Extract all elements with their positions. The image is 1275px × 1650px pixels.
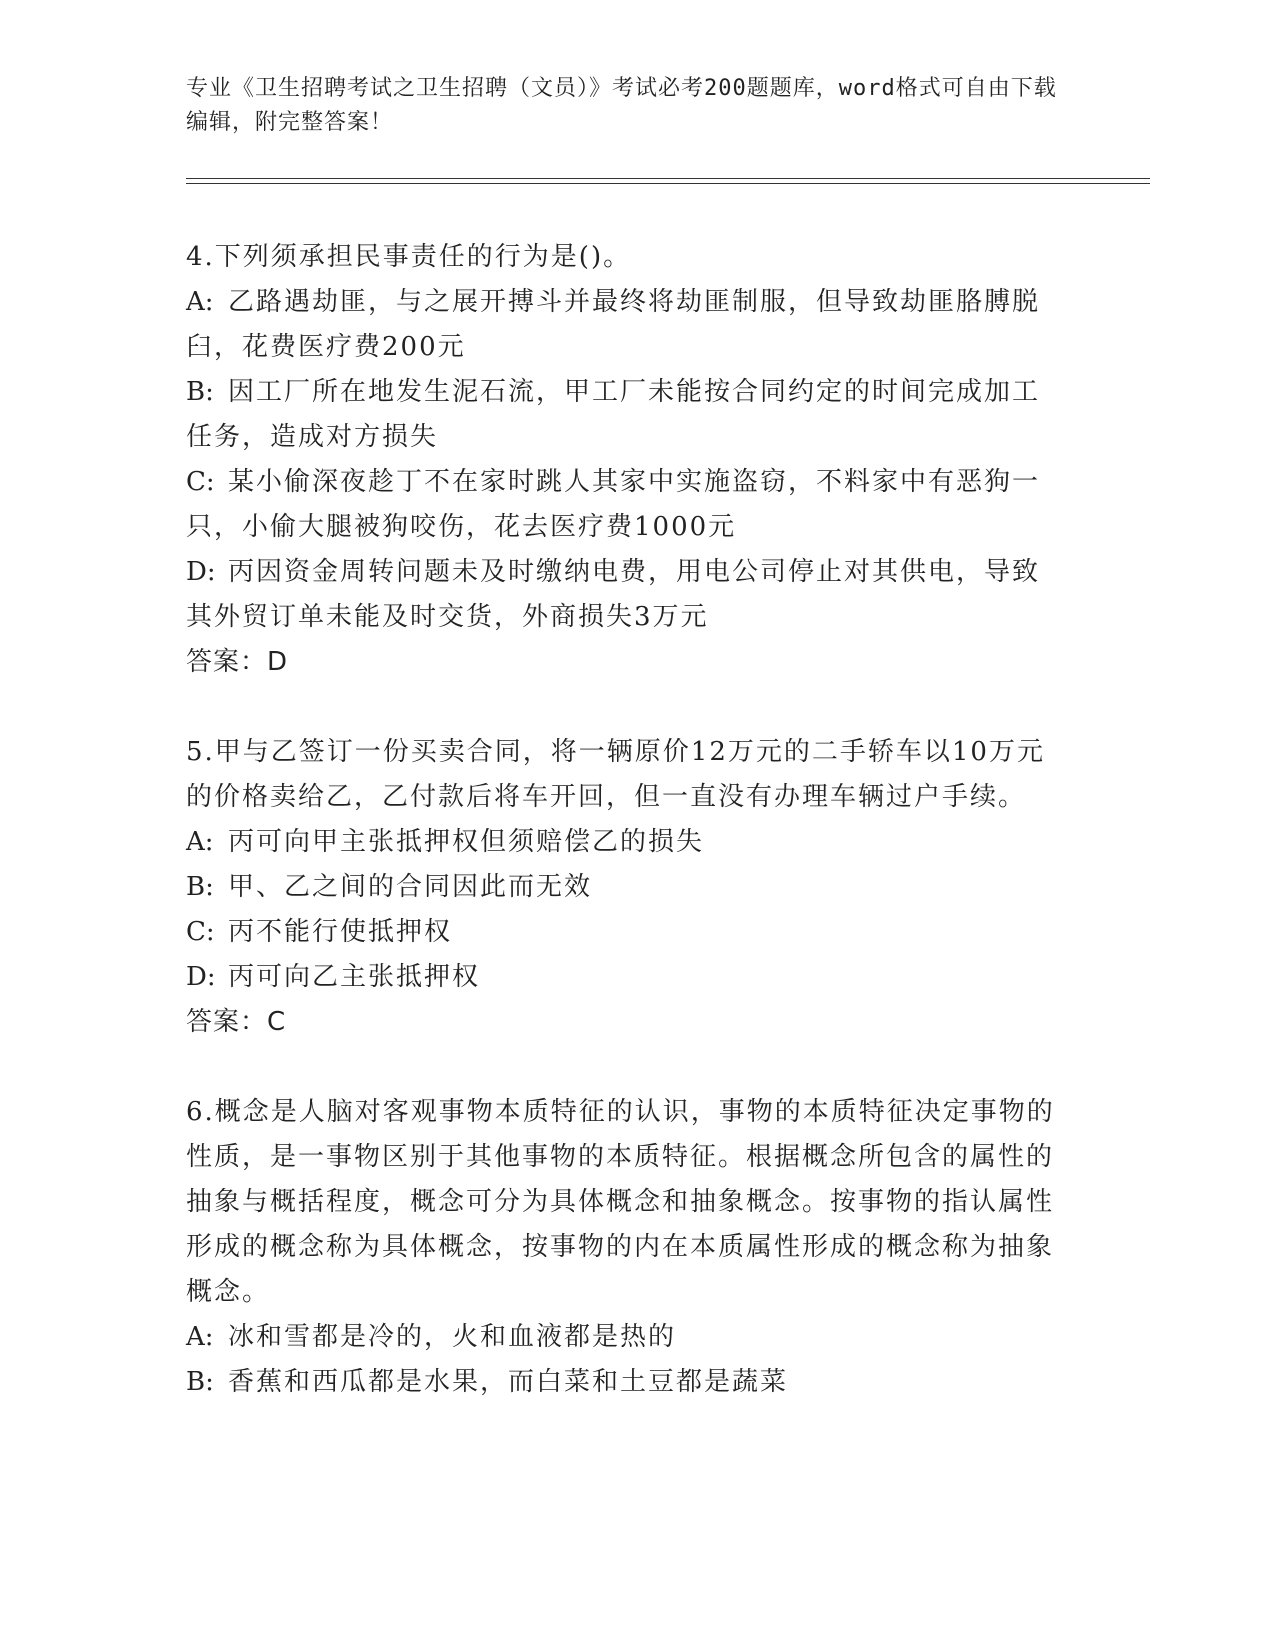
header-rule-top bbox=[186, 178, 1150, 179]
answer-label: 答案：D bbox=[186, 647, 289, 677]
option-text: 乙路遇劫匪，与之展开搏斗并最终将劫匪制服，但导致劫匪胳膊脱臼，花费医疗费200元 bbox=[186, 287, 1041, 362]
option-letter: D: bbox=[186, 962, 216, 992]
option-a bbox=[186, 280, 1066, 370]
answer-label: 答案：C bbox=[186, 1007, 287, 1037]
option-letter: B: bbox=[186, 872, 214, 902]
option-text: 甲、乙之间的合同因此而无效 bbox=[228, 872, 593, 902]
option-letter: A: bbox=[186, 287, 214, 317]
option-b bbox=[186, 865, 1066, 910]
option-a bbox=[186, 1315, 1066, 1360]
option-d bbox=[186, 955, 1066, 1000]
option-text: 丙可向乙主张抵押权 bbox=[228, 962, 481, 992]
option-text: 因工厂所在地发生泥石流，甲工厂未能按合同约定的时间完成加工任务，造成对方损失 bbox=[186, 377, 1041, 452]
question-list bbox=[186, 235, 1066, 1450]
option-c bbox=[186, 460, 1066, 550]
question-stem: 4.下列须承担民事责任的行为是()。 bbox=[186, 242, 632, 272]
option-letter: B: bbox=[186, 377, 214, 407]
question-6 bbox=[186, 1090, 1066, 1405]
option-text: 香蕉和西瓜都是水果，而白菜和土豆都是蔬菜 bbox=[228, 1367, 789, 1397]
option-text: 丙不能行使抵押权 bbox=[228, 917, 453, 947]
option-letter: C: bbox=[186, 467, 215, 497]
option-letter: A: bbox=[186, 1322, 214, 1352]
question-stem: 6.概念是人脑对客观事物本质特征的认识，事物的本质特征决定事物的性质，是一事物区别于其他事物的本质特征。根据概念所包含的属性的抽象与概括程度，概念可分为具体概念和抽象概念。按事物的指认属性形成的概念称为具体概念，按事物的内在本质属性形成的概念称为抽象概念。 bbox=[186, 1097, 1055, 1307]
option-text: 丙可向甲主张抵押权但须赔偿乙的损失 bbox=[228, 827, 705, 857]
option-b bbox=[186, 1360, 1066, 1405]
option-text: 丙因资金周转问题未及时缴纳电费，用电公司停止对其供电，导致其外贸订单未能及时交货，外商损失3万元 bbox=[186, 557, 1041, 632]
question-4 bbox=[186, 235, 1066, 685]
option-letter: C: bbox=[186, 917, 215, 947]
option-text: 冰和雪都是冷的，火和血液都是热的 bbox=[228, 1322, 677, 1352]
question-stem: 5.甲与乙签订一份买卖合同，将一辆原价12万元的二手轿车以10万元的价格卖给乙，乙付款后将车开回，但一直没有办理车辆过户手续。 bbox=[186, 737, 1045, 812]
question-5 bbox=[186, 730, 1066, 1045]
header-rule-bottom bbox=[186, 183, 1150, 184]
option-a bbox=[186, 820, 1066, 865]
option-letter: A: bbox=[186, 827, 214, 857]
option-c bbox=[186, 910, 1066, 955]
document-header: 专业《卫生招聘考试之卫生招聘（文员）》考试必考200题题库，word格式可自由下载编辑，附完整答案！ bbox=[186, 76, 1057, 135]
option-letter: D: bbox=[186, 557, 216, 587]
option-b bbox=[186, 370, 1066, 460]
option-letter: B: bbox=[186, 1367, 214, 1397]
option-d bbox=[186, 550, 1066, 640]
option-text: 某小偷深夜趁丁不在家时跳人其家中实施盗窃，不料家中有恶狗一只，小偷大腿被狗咬伤，花去医疗费1000元 bbox=[186, 467, 1041, 542]
